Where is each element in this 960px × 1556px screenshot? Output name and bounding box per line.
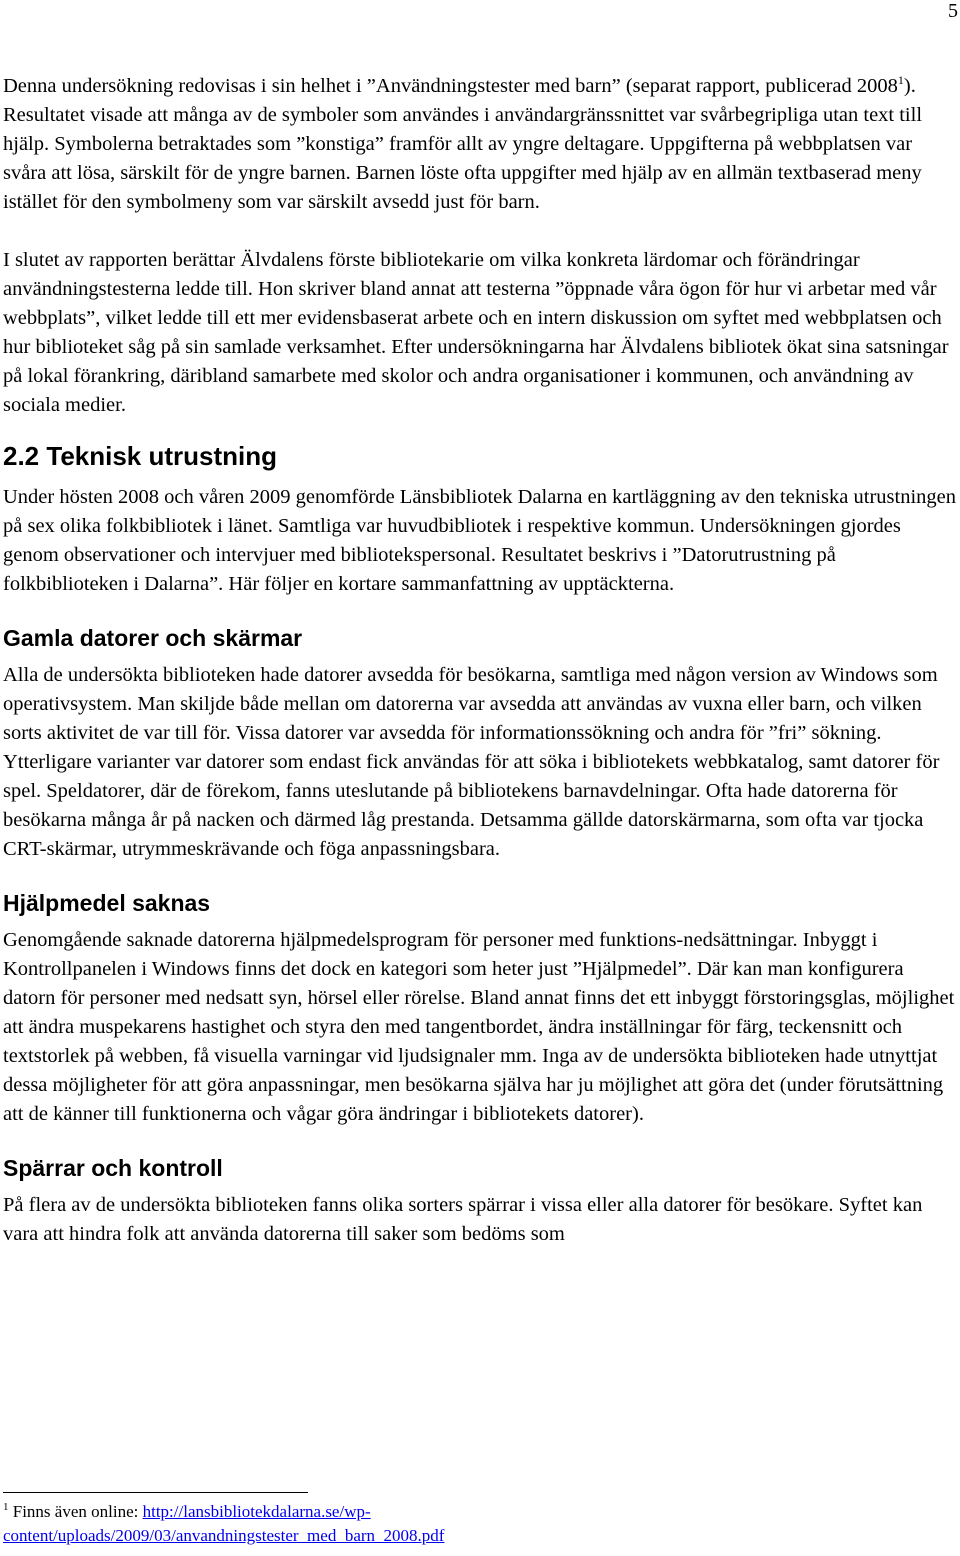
paragraph-restrictions: På flera av de undersökta biblioteken fanns olika sorters spärrar i vissa eller alla datorer för besökare. Syftet kan vara att hindra folk att använda datorerna till saker som bedöms som (3, 1194, 923, 1245)
subheading-old-computers: Gamla datorer och skärmar (3, 625, 303, 651)
section-heading: 2.2 Teknisk utrustning (3, 441, 278, 471)
paragraph-usability-results (3, 72, 957, 217)
footnote-link[interactable]: http://lansbibliotekdalarna.se/wp-content/uploads/2009/03/anvandningstester_med_barn_2008.pdf (3, 1502, 445, 1545)
footnote-number: 1 (3, 1501, 9, 1513)
paragraph-text: ). Resultatet visade att många av de symboler som användes i användargränssnittet var svårbegripliga utan text till hjälp. Symbolerna betraktades som ”konstiga” framför allt av yngre deltagare. Uppgifterna på webbplatsen var svåra att lösa, särskilt för de yngre barnen. Barnen löste ofta uppgifter med hjälp av en allmän textbaserad meny istället för den symbolmeny som var särskilt avsedd just för barn. (3, 75, 923, 213)
footnote-text: Finns även online: (12, 1502, 143, 1521)
body-text (3, 72, 957, 1249)
footnote-divider (3, 1492, 308, 1493)
paragraph-text: Denna undersökning redovisas i sin helhet i ”Användningstester med barn” (separat rapport, publicerad 2008 (3, 75, 898, 97)
footnote (3, 1500, 703, 1548)
subheading-restrictions: Spärrar och kontroll (3, 1155, 223, 1181)
subheading-accessibility: Hjälpmedel saknas (3, 890, 211, 916)
page-number: 5 (948, 0, 958, 22)
paragraph-lessons-learned: I slutet av rapporten berättar Älvdalens förste bibliotekarie om vilka konkreta lärdomar och förändringar användningstesterna ledde till. Hon skriver bland annat att testerna ”öppnade våra ögon för hur vi arbetar med vår webbplats”, vilket ledde till ett mer evidensbaserat arbete och en intern diskussion om syftet med webbplatsen och hur biblioteket såg på sin samlade verksamhet. Efter undersökningarna har Älvdalens bibliotek ökat sina satsningar på lokal förankring, däribland samarbete med skolor och andra organisationer i kommunen, och användning av sociala medier. (3, 249, 949, 416)
paragraph-accessibility: Genomgående saknade datorerna hjälpmedelsprogram för personer med funktions-nedsättningar. Inbyggt i Kontrollpanelen i Windows finns det dock en kategori som heter just ”Hjälpmedel”. Där kan man konfigurera datorn för personer med nedsatt syn, hörsel eller rörelse. Bland annat finns det ett inbyggt förstoringsglas, möjlighet att ändra muspekarens hastighet och styra den med tangentbordet, ändra inställningar för färg, teckensnitt och textstorlek på webben, få visuella varningar vid ljudsignaler mm. Inga av de undersökta biblioteken hade utnyttjat dessa möjligheter för att göra anpassningar, men besökarna själva har ju möjlighet att göra det (under förutsättning att de känner till funktionerna och vågar göra ändringar i bibliotekets datorer). (3, 929, 955, 1125)
footnote-reference[interactable]: 1 (897, 73, 904, 87)
paragraph-old-computers: Alla de undersökta biblioteken hade datorer avsedda för besökarna, samtliga med någon version av Windows som operativsystem. Man skiljde både mellan om datorerna var avsedda att användas av vuxna eller barn, och vilken sorts aktivitet de var till för. Vissa datorer var avsedda för informationssökning och andra för ”fri” sökning. Ytterligare varianter var datorer som endast fick användas för att söka i bibliotekets webbkatalog, samt datorer för spel. Speldatorer, där de förekom, fanns uteslutande på bibliotekens barnavdelningar. Ofta hade datorerna för besökarna många år på nacken och därmed låg prestanda. Detsamma gällde datorskärmarna, som ofta var tjocka CRT-skärmar, utrymmeskrävande och föga anpassningsbara. (3, 664, 940, 860)
paragraph-section-intro: Under hösten 2008 och våren 2009 genomförde Länsbibliotek Dalarna en kartläggning av den tekniska utrustningen på sex olika folkbibliotek i länet. Samtliga var huvudbibliotek i respektive kommun. Undersökningen gjordes genom observationer och intervjuer med bibliotekspersonal. Resultatet beskrivs i ”Datorutrustning på folkbiblioteken i Dalarna”. Här följer en kortare sammanfattning av upptäckterna. (3, 486, 956, 595)
